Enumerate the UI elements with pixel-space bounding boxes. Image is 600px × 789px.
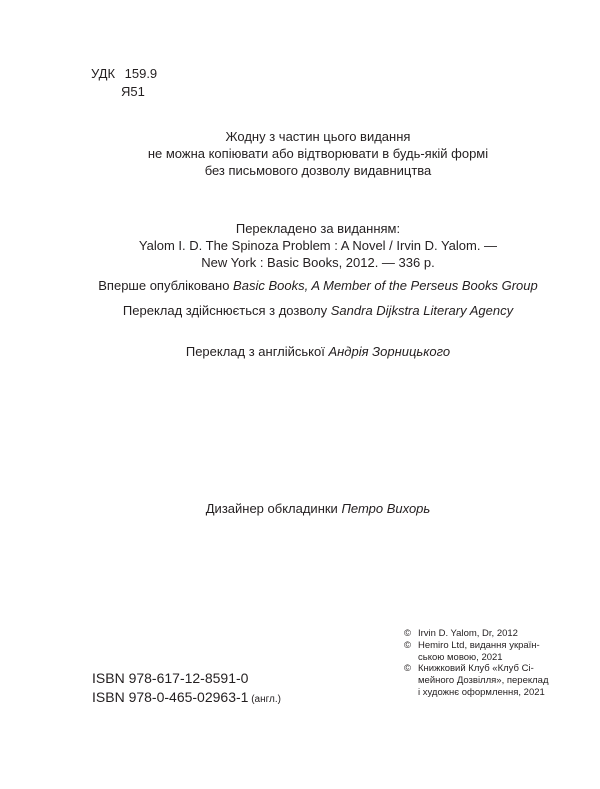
isbn-number: ISBN 978-0-465-02963-1: [92, 689, 249, 705]
udk-value: 159.9: [124, 66, 158, 81]
isbn-number: ISBN 978-617-12-8591-0: [92, 670, 249, 686]
author-mark: Я51: [121, 84, 145, 99]
rights-line-3: без письмового дозволу видавництва: [204, 163, 432, 178]
translation-source-heading: Перекладено за виданням:: [235, 221, 401, 236]
cover-designer-name: Петро Вихорь: [341, 501, 431, 516]
translator: [0, 343, 600, 360]
copyright-symbol: ©: [404, 628, 411, 639]
copyright-text: мейного Дозвілля», переклад: [418, 675, 549, 687]
copyright-row: [404, 675, 564, 687]
translator-name: Андрія Зорницького: [328, 344, 451, 359]
copyright-symbol: ©: [404, 663, 411, 675]
copyright-text: ською мовою, 2021: [418, 651, 503, 663]
translation-source-line-2: New York : Basic Books, 2012. — 336 p.: [201, 255, 435, 270]
rights-line-1: Жодну з частин цього видання: [225, 129, 411, 144]
copyright-symbol: [404, 652, 418, 664]
rights-line-2: не можна копіювати або відтворювати в будь-якій формі: [147, 146, 489, 161]
first-published-publisher: Basic Books, A Member of the Perseus Books Group: [233, 278, 538, 293]
copyright-text: Irvin D. Yalom, Dr, 2012: [418, 628, 518, 639]
copyright-text: і художнє оформлення, 2021: [418, 686, 545, 698]
rights-notice: [0, 128, 600, 179]
copyright-symbol: [404, 687, 418, 699]
copyright-symbol: ©: [404, 639, 411, 651]
copyright-row: [404, 640, 564, 652]
udk-line: [91, 66, 157, 81]
copyright-block: [404, 628, 564, 699]
copyright-text: Hemiro Ltd, видання україн-: [418, 639, 540, 651]
isbn-line: [92, 670, 281, 689]
translation-source: [0, 220, 600, 271]
copyright-row: [404, 652, 564, 664]
copyright-symbol: [404, 675, 418, 687]
copyright-row: [404, 628, 564, 640]
cover-designer-prefix: Дизайнер обкладинки: [205, 501, 342, 516]
copyright-text: Книжковий Клуб «Клуб Сі-: [418, 663, 534, 675]
cover-designer: [0, 500, 600, 517]
isbn-block: [92, 670, 281, 708]
permission: [0, 302, 600, 319]
first-published-prefix: Вперше опубліковано: [98, 278, 234, 293]
isbn-note: (англ.): [248, 694, 282, 705]
permission-prefix: Переклад здійснюється з дозволу: [122, 303, 331, 318]
translator-prefix: Переклад з англійської: [185, 344, 329, 359]
copyright-row: [404, 687, 564, 699]
isbn-line: [92, 689, 281, 708]
translation-source-line-1: Yalom I. D. The Spinoza Problem : A Novel / Irvin D. Yalom. —: [138, 238, 498, 253]
permission-agency: Sandra Dijkstra Literary Agency: [330, 303, 514, 318]
first-published: [0, 277, 600, 294]
copyright-row: [404, 663, 564, 675]
udk-label: УДК: [91, 66, 116, 81]
